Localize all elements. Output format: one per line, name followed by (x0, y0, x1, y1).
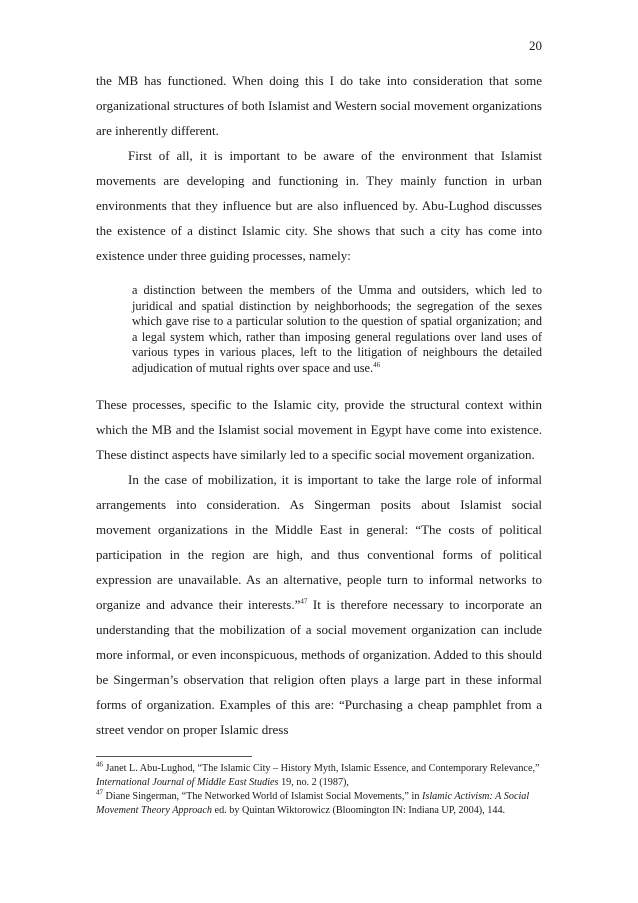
footnotes (96, 762, 542, 818)
footnote-text: Diane Singerman, “The Networked World of Islamist Social Movements,” in (103, 791, 422, 802)
paragraph-2: First of all, it is important to be aware of the environment that Islamist movements are developing and functioning in. They mainly function in urban environments that they influence but are also influenced by. Abu-Lughod discusses the existence of a distinct Islamic city. She shows that such a city has come into existence under three guiding processes, namely: (96, 148, 542, 263)
body-text (96, 68, 542, 742)
footnote-text: Janet L. Abu-Lughod, “The Islamic City – History Myth, Islamic Essence, and Contemporary Relevance,” (103, 763, 540, 774)
footnote-journal-title: International Journal of Middle East Studies (96, 777, 279, 788)
footnote-47 (96, 790, 542, 818)
block-quote (132, 283, 542, 377)
paragraph-4-part-b: It is therefore necessary to incorporate an understanding that the mobilization of a social movement organization can include more informal, or even inconspicuous, methods of organization. Added to this should be Singerman’s observation that religion often plays a large part in these informal forms of organization. Examples of this are: “Purchasing a cheap pamphlet from a street vendor on proper Islamic dress (96, 596, 542, 737)
paragraph-4-part-a: In the case of mobilization, it is important to take the large role of informal arrangements into consideration. As Singerman posits about Islamist social movement organizations in the Middle East in general: “The costs of political participation in the region are high, and thus conventional forms of political expression are unavailable. As an alternative, people turn to informal networks to organize and advance their interests.” (96, 471, 542, 612)
page-number: 20 (529, 38, 542, 53)
footnote-text-end: 19, no. 2 (1987), (278, 777, 349, 788)
paragraph-3: These processes, specific to the Islamic city, provide the structural context within which the MB and the Islamist social movement in Egypt have come into existence. These distinct aspects have similarly led to a specific social movement organization. (96, 396, 542, 462)
paragraph-4 (96, 467, 542, 742)
footnote-number: 46 (96, 760, 103, 769)
footnote-ref-46: 46 (373, 360, 381, 369)
footnote-text-end: ed. by Quintan Wiktorowicz (Bloomington IN: Indiana UP, 2004), 144. (212, 805, 506, 816)
footnote-ref-47: 47 (300, 597, 308, 606)
paragraph-1: the MB has functioned. When doing this I do take into consideration that some organizational structures of both Islamist and Western social movement organizations are inherently different. (96, 73, 542, 138)
footnote-number: 47 (96, 788, 103, 797)
footnote-divider (96, 756, 252, 757)
footnote-46 (96, 762, 542, 790)
block-quote-text: a distinction between the members of the Umma and outsiders, which led to juridical and spatial distinction by neighborhoods; the segregation of the sexes which gave rise to a particular solution to the question of spatial organization; and a legal system which, rather than imposing general regulations over land uses of various types in various places, left to the litigation of neighbours the detailed adjudication of mutual rights over space and use. (132, 283, 542, 375)
footnote-book-title: Islamic Activism: A Social Movement Theory Approach (96, 791, 530, 816)
